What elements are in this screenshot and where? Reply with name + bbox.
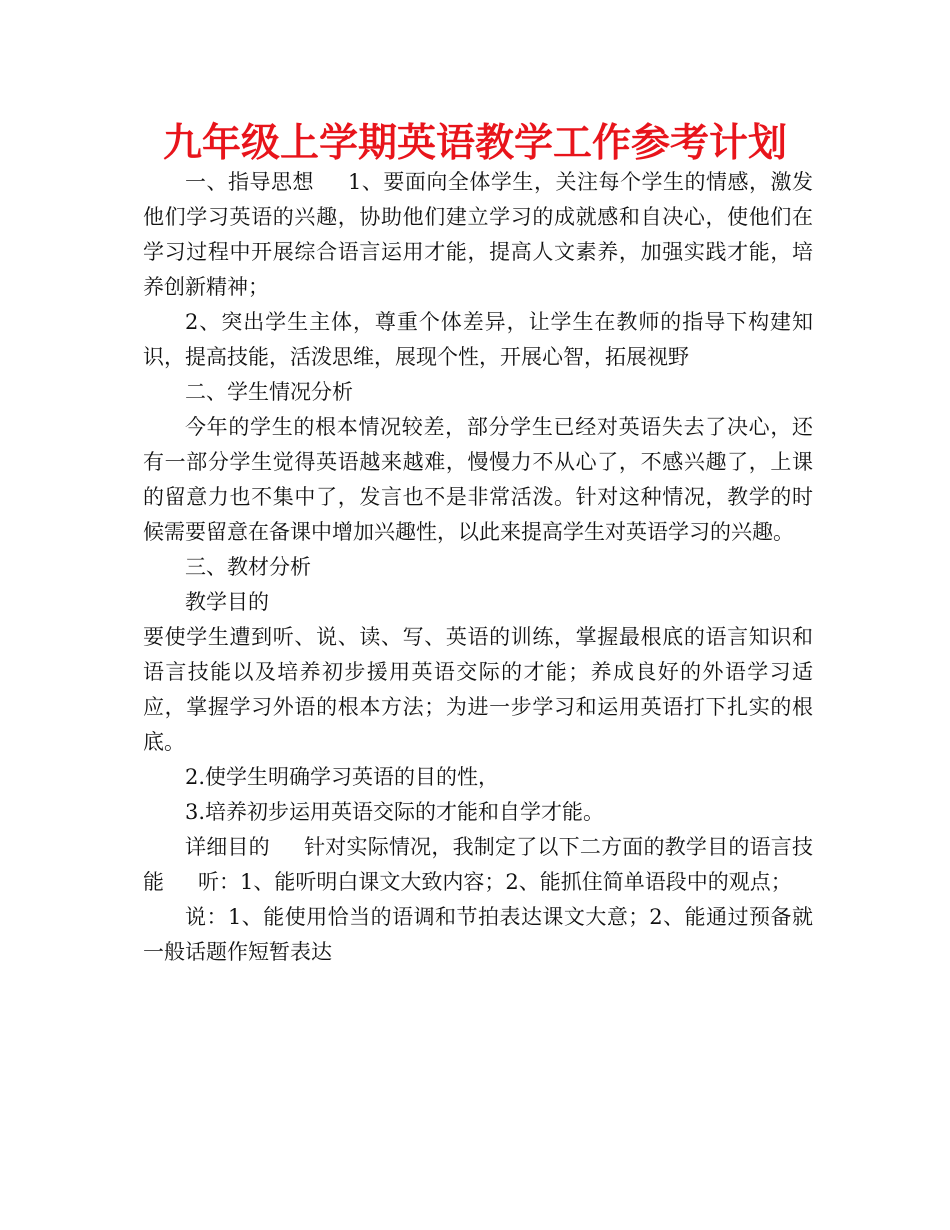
- section-heading-textbook-analysis: 三、教材分析: [185, 555, 311, 579]
- paragraph-objective-3: 3.培养初步运用英语交际的才能和自学才能。: [185, 800, 605, 824]
- paragraph-text: 针对实际情况，我制定了以下二方面的教学目的语言技能: [143, 835, 814, 894]
- section-heading-guiding-ideology: 一、指导思想: [185, 170, 315, 194]
- section-heading-student-analysis: 二、学生情况分析: [185, 380, 353, 404]
- paragraph-student-analysis: 今年的学生的根本情况较差，部分学生已经对英语失去了决心，还有一部分学生觉得英语越来越难，慢慢力不从心了，不感兴趣了，上课的留意力也不集中了，发言也不是非常活泼。针对这种情况，教学的时候需要留意在备课中增加兴趣性，以此来提高学生对英语学习的兴趣。: [143, 415, 813, 544]
- paragraph-teaching-objectives: 要使学生遭到听、说、读、写、英语的训练，掌握最根底的语言知识和语言技能以及培养初步援用英语交际的才能；养成良好的外语学习适应，掌握学习外语的根本方法；为进一步学习和运用英语打下扎实的根底。: [143, 625, 813, 754]
- paragraph-detailed-objectives: [143, 830, 813, 900]
- paragraph-student-centered: 2、突出学生主体，尊重个体差异，让学生在教师的指导下构建知识，提高技能，活泼思维，展现个性，开展心智，拓展视野: [143, 310, 813, 369]
- paragraph-speaking: 说：1、能使用恰当的语调和节拍表达课文大意；2、能通过预备就一般话题作短暂表达: [143, 905, 813, 964]
- paragraph-text: 1、要面向全体学生，关注每个学生的情感，激发他们学习英语的兴趣，协助他们建立学习的成就感和自决心，使他们在学习过程中开展综合语言运用才能，提高人文素养，加强实践才能，培养创新精神；: [143, 170, 813, 299]
- paragraph-guiding-ideology: [143, 165, 813, 305]
- subheading-teaching-objectives: 教学目的: [185, 590, 269, 614]
- paragraph-objective-2: 2.使学生明确学习英语的目的性，: [185, 765, 500, 789]
- subheading-detailed-objectives: 详细目的: [185, 835, 270, 859]
- document-body: [143, 165, 813, 970]
- document-title: 九年级上学期英语教学工作参考计划: [162, 121, 787, 166]
- paragraph-listening: 听：1、能听明白课文大致内容；2、能抓住简单语段中的观点；: [198, 870, 792, 894]
